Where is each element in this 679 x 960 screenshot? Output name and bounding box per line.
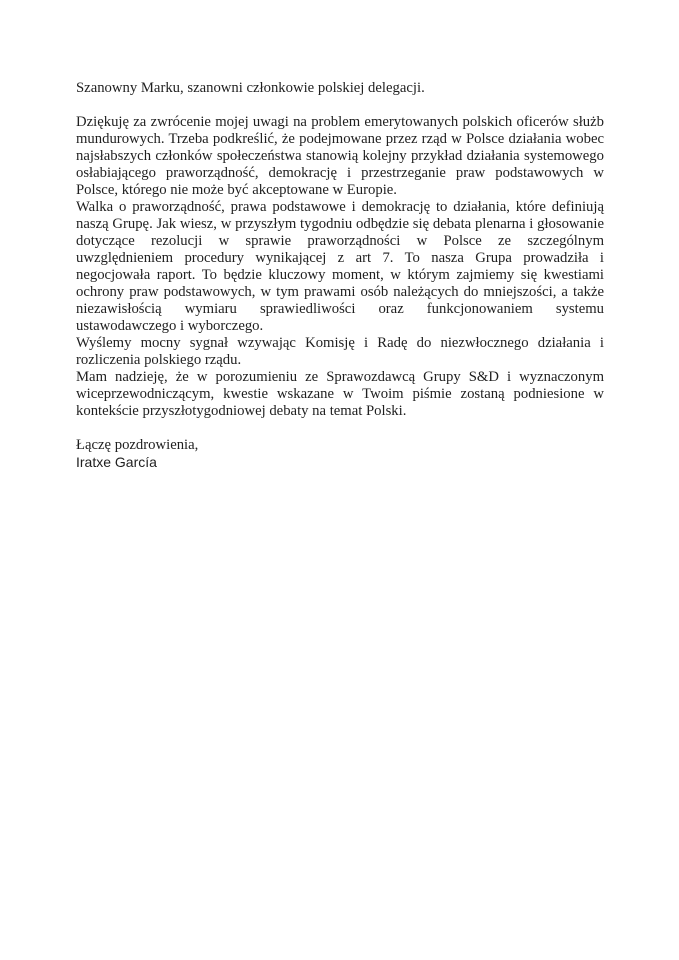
letter-body [76, 80, 604, 471]
body-paragraph: Dziękuję za zwrócenie mojej uwagi na problem emerytowanych polskich oficerów służb mundurowych. Trzeba podkreślić, że podejmowane przez rząd w Polsce działania wobec najsłabszych członków społeczeństwa stanowią kolejny przykład działania systemowego osłabiającego praworządność, demokrację i przestrzeganie praw podstawowych w Polsce, którego nie może być akceptowane w Europie. [76, 114, 604, 198]
closing-line: Łączę pozdrowienia, [76, 437, 199, 453]
body-paragraph: Walka o praworządność, prawa podstawowe i demokrację to działania, które definiują naszą Grupę. Jak wiesz, w przyszłym tygodniu odbędzie się debata plenarna i głosowanie dotyczące rezolucji w sprawie praworządności w Polsce ze szczególnym uwzględnieniem procedury wynikającej z art 7. To nasza Grupa prowadziła i negocjowała raport. To będzie kluczowy moment, w którym zajmiemy się kwestiami ochrony praw podstawowych, w tym prawami osób należących do mniejszości, a także niezawisłością wymiaru sprawiedliwości oraz funkcjonowaniem systemu ustawodawczego i wyborczego. [76, 199, 604, 334]
body-paragraph: Wyślemy mocny sygnał wzywając Komisję i Radę do niezwłocznego działania i rozliczenia polskiego rządu. [76, 335, 604, 368]
closing-block [76, 437, 604, 471]
signature-name: Iratxe García [76, 454, 157, 470]
greeting-line: Szanowny Marku, szanowni członkowie polskiej delegacji. [76, 80, 425, 96]
body-paragraph: Mam nadzieję, że w porozumieniu ze Sprawozdawcą Grupy S&D i wyznaczonym wiceprzewodniczącym, kwestie wskazane w Twoim piśmie zostaną podniesione w kontekście przyszłotygodniowej debaty na temat Polski. [76, 369, 604, 419]
